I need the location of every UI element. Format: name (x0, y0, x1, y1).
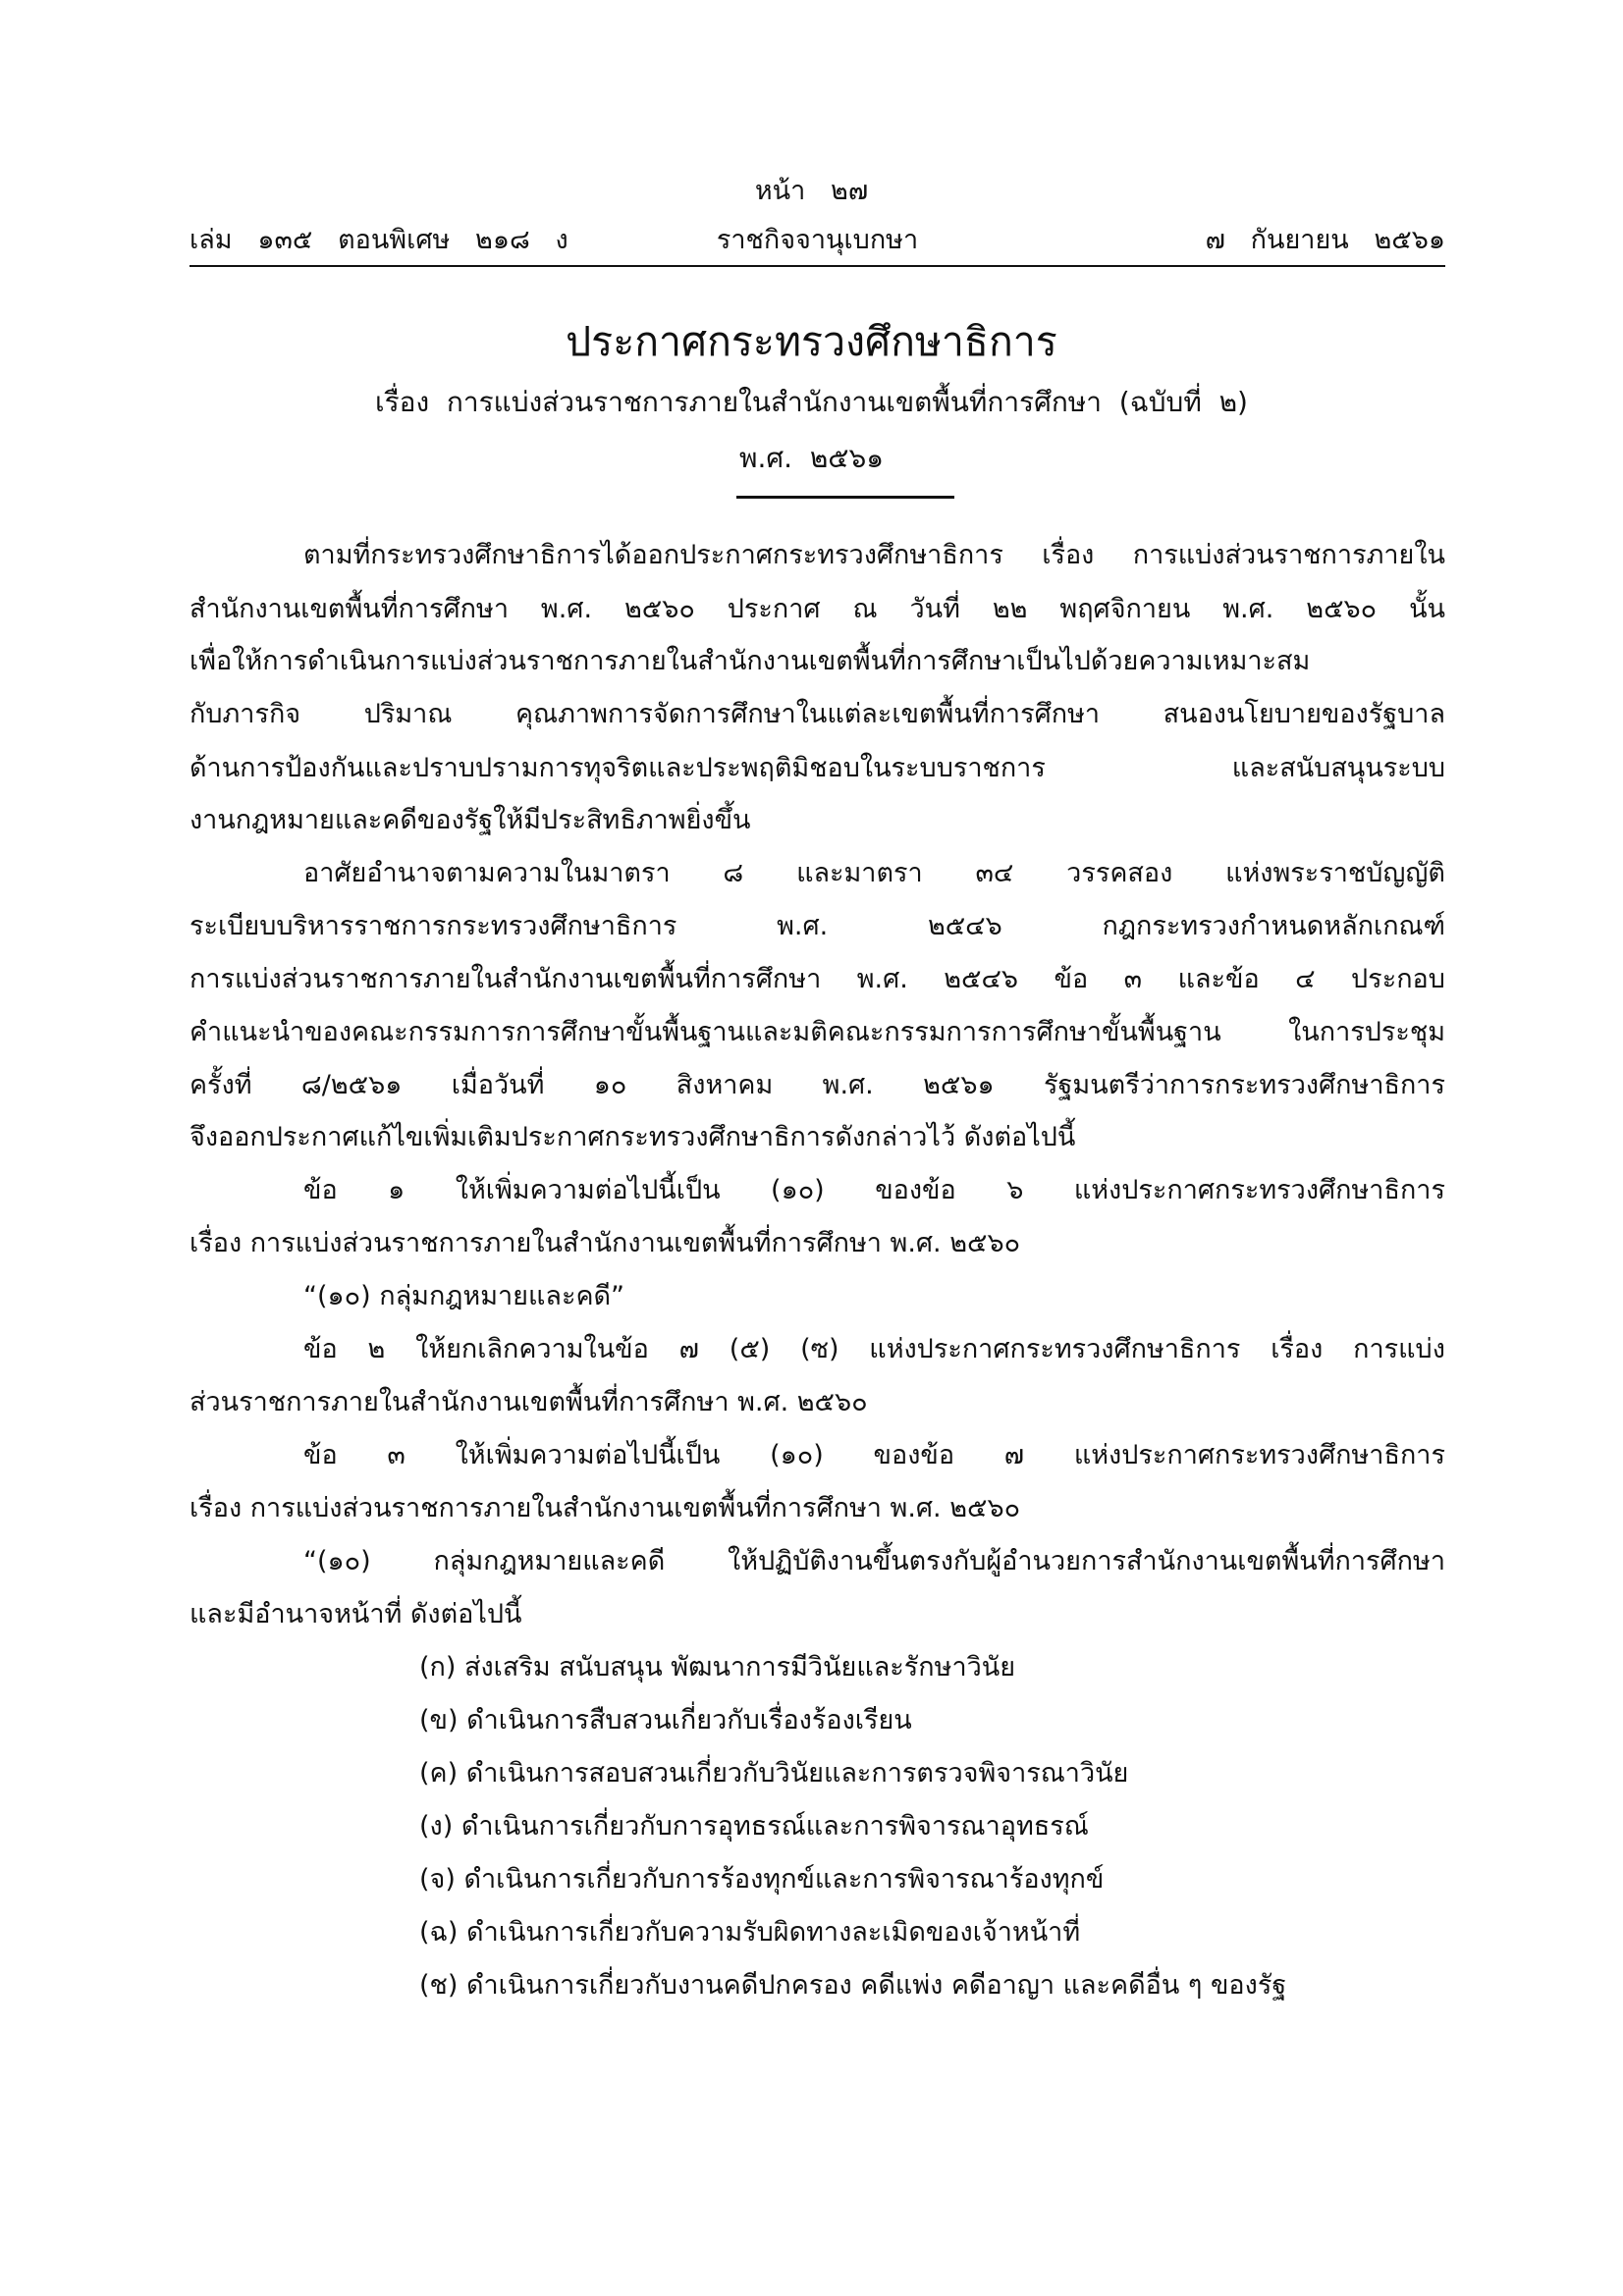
clause-3-quote: และมีอำนาจหน้าที่ ดังต่อไปนี้ (189, 1599, 522, 1629)
body-line: จึงออกประกาศแก้ไขเพิ่มเติมประกาศกระทรวงศึกษาธิการดังกล่าวไว้ ดังต่อไปนี้ (189, 1122, 1076, 1152)
body-line: อาศัยอำนาจตามความในมาตรา ๘ และมาตรา ๓๔ วรรคสอง แห่งพระราชบัญญัติ (303, 858, 1445, 888)
body-line: กับภารกิจ ปริมาณ คุณภาพการจัดการศึกษาในแต่ละเขตพื้นที่การศึกษา สนองนโยบายของรัฐบาล (189, 699, 1445, 729)
clause-3-line: ข้อ ๓ ให้เพิ่มความต่อไปนี้เป็น (๑๐) ของข้อ ๗ แห่งประกาศกระทรวงศึกษาธิการ (303, 1440, 1445, 1470)
body-line: การแบ่งส่วนราชการภายในสำนักงานเขตพื้นที่การศึกษา พ.ศ. ๒๕๔๖ ข้อ ๓ และข้อ ๔ ประกอบ (189, 964, 1445, 994)
body-line: คำแนะนำของคณะกรรมการการศึกษาขั้นพื้นฐานและมติคณะกรรมการการศึกษาขั้นพื้นฐาน ในการประชุม (189, 1017, 1445, 1047)
announcement-subject: เรื่อง การแบ่งส่วนราชการภายในสำนักงานเขตพื้นที่การศึกษา (ฉบับที่ ๒) (375, 386, 1248, 418)
body-line: ด้านการป้องกันและปราบปรามการทุจริตและประพฤติมิชอบในระบบราชการ และสนับสนุนระบบ (189, 753, 1445, 783)
clause-1-quote: “(๑๐) กลุ่มกฎหมายและคดี” (303, 1281, 625, 1311)
body-line: เพื่อให้การดำเนินการแบ่งส่วนราชการภายในสำนักงานเขตพื้นที่การศึกษาเป็นไปด้วยความเหมาะสม (189, 646, 1311, 676)
duty-item: (ก) ส่งเสริม สนับสนุน พัฒนาการมีวินัยและรักษาวินัย (419, 1652, 1016, 1682)
body-line: สำนักงานเขตพื้นที่การศึกษา พ.ศ. ๒๕๖๐ ประกาศ ณ วันที่ ๒๒ พฤศจิกายน พ.ศ. ๒๕๖๐ นั้น (189, 594, 1445, 624)
page-number: หน้า ๒๗ (754, 176, 869, 206)
clause-1-line: ข้อ ๑ ให้เพิ่มความต่อไปนี้เป็น (๑๐) ของข้อ ๖ แห่งประกาศกระทรวงศึกษาธิการ (303, 1175, 1445, 1205)
gazette-name: ราชกิจจานุเบกษา (716, 225, 919, 255)
gazette-header (189, 218, 1445, 257)
body-line: ระเบียบบริหารราชการกระทรวงศึกษาธิการ พ.ศ. ๒๕๔๖ กฎกระทรวงกำหนดหลักเกณฑ์ (189, 911, 1445, 941)
clause-2-line: ข้อ ๒ ให้ยกเลิกความในข้อ ๗ (๕) (ซ) แห่งประกาศกระทรวงศึกษาธิการ เรื่อง การแบ่ง (303, 1334, 1445, 1364)
duty-item: (ค) ดำเนินการสอบสวนเกี่ยวกับวินัยและการตรวจพิจารณาวินัย (419, 1758, 1129, 1789)
header-divider (189, 265, 1445, 267)
clause-1-line: เรื่อง การแบ่งส่วนราชการภายในสำนักงานเขตพื้นที่การศึกษา พ.ศ. ๒๕๖๐ (189, 1228, 1021, 1258)
body-line: ตามที่กระทรวงศึกษาธิการได้ออกประกาศกระทรวงศึกษาธิการ เรื่อง การแบ่งส่วนราชการภายใน (303, 540, 1445, 570)
body-line: งานกฎหมายและคดีของรัฐให้มีประสิทธิภาพยิ่งขึ้น (189, 805, 751, 835)
duty-item: (ข) ดำเนินการสืบสวนเกี่ยวกับเรื่องร้องเรียน (419, 1705, 912, 1735)
clause-3-quote: “(๑๐) กลุ่มกฎหมายและคดี ให้ปฏิบัติงานขึ้นตรงกับผู้อำนวยการสำนักงานเขตพื้นที่การศึกษา (303, 1546, 1445, 1576)
announcement-year: พ.ศ. ๒๕๖๑ (738, 442, 885, 474)
title-divider (736, 496, 954, 499)
duty-item: (ช) ดำเนินการเกี่ยวกับงานคดีปกครอง คดีแพ่ง คดีอาญา และคดีอื่น ๆ ของรัฐ (419, 1970, 1287, 2001)
body-line: ครั้งที่ ๘/๒๕๖๑ เมื่อวันที่ ๑๐ สิงหาคม พ.ศ. ๒๕๖๑ รัฐมนตรีว่าการกระทรวงศึกษาธิการ (189, 1070, 1445, 1100)
announcement-title: ประกาศกระทรวงศึกษาธิการ (566, 318, 1057, 365)
duty-item: (จ) ดำเนินการเกี่ยวกับการร้องทุกข์และการพิจารณาร้องทุกข์ (419, 1864, 1105, 1895)
duty-item: (ง) ดำเนินการเกี่ยวกับการอุทธรณ์และการพิจารณาอุทธรณ์ (419, 1811, 1089, 1842)
duty-item: (ฉ) ดำเนินการเกี่ยวกับความรับผิดทางละเมิดของเจ้าหน้าที่ (419, 1917, 1081, 1948)
gazette-date: ๗ กันยายน ๒๕๖๑ (1205, 225, 1445, 255)
gazette-volume: เล่ม ๑๓๕ ตอนพิเศษ ๒๑๘ ง (189, 225, 568, 255)
clause-2-line: ส่วนราชการภายในสำนักงานเขตพื้นที่การศึกษา พ.ศ. ๒๕๖๐ (189, 1387, 868, 1417)
clause-3-line: เรื่อง การแบ่งส่วนราชการภายในสำนักงานเขตพื้นที่การศึกษา พ.ศ. ๒๕๖๐ (189, 1493, 1021, 1523)
